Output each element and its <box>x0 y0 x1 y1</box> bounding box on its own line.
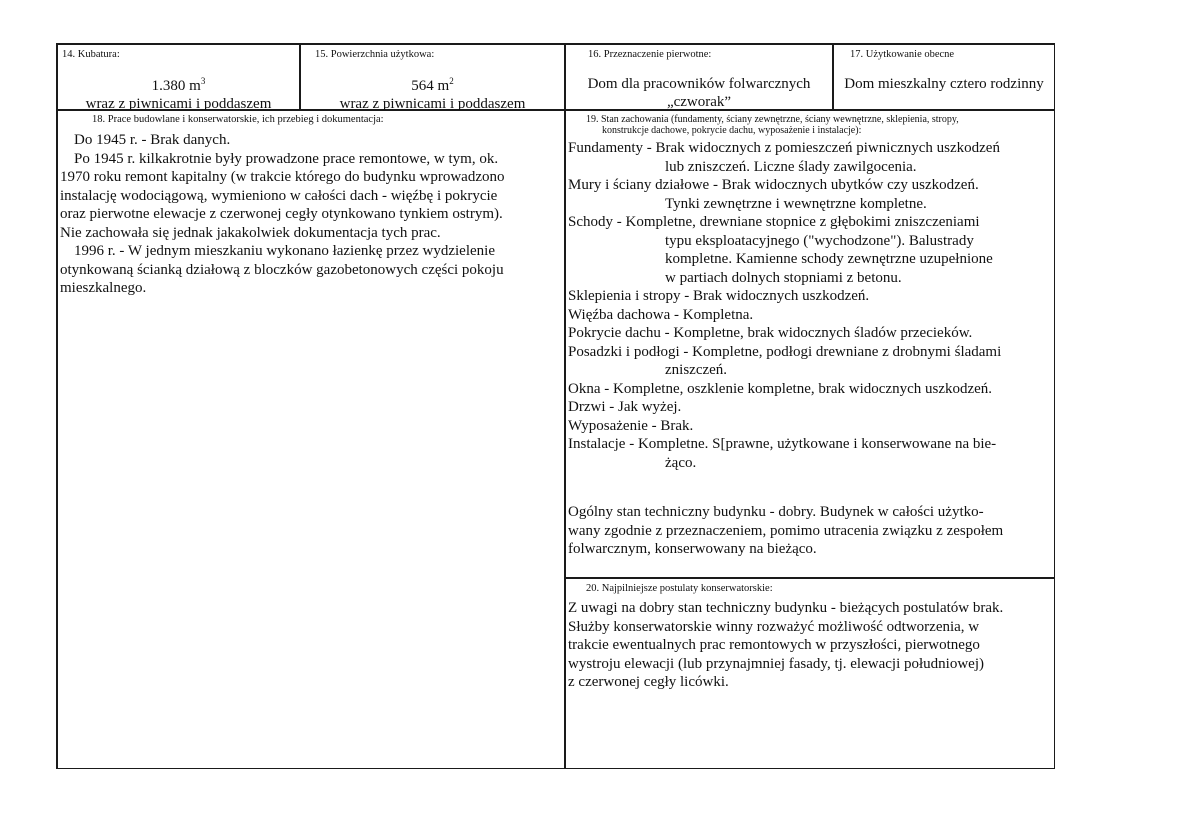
label-uzytkowanie: 17. Użytkowanie obecne <box>850 49 955 60</box>
prace-line: otynkowaną ścianką działową z bloczków gazobetonowych części pokoju <box>60 261 504 278</box>
postulaty-text <box>568 599 1052 692</box>
stan-line: Mury i ściany działowe - Brak widocznych ubytków czy uszkodzeń. <box>568 177 979 193</box>
stan-line: Instalacje - Kompletne. S[prawne, użytkowane i konserwowane na bie- <box>568 436 997 452</box>
prace-line: instalację wodociągową, wymieniono w całości dach - więźbę i pokrycie <box>60 187 498 204</box>
stan-line: Schody - Kompletne, drewniane stopnice z głębokimi zniszczeniami <box>568 214 980 230</box>
form-sheet <box>56 43 1055 769</box>
postulaty-line: Służby konserwatorskie winny rozważyć możliwość odtworzenia, w <box>568 618 980 635</box>
postulaty-line: z czerwonej cegły licówki. <box>568 674 729 690</box>
prace-line: Po 1945 r. kilkakrotnie były prowadzone prace remontowe, w tym, ok. <box>74 150 499 167</box>
prace-line: 1996 r. - W jednym mieszkaniu wykonano łazienkę przez wydzielenie <box>74 243 495 259</box>
summary-line: wany zgodnie z przeznaczeniem, pomimo utracenia związku z zespołem <box>568 522 1004 539</box>
cell-prace-budowlane <box>57 110 565 769</box>
prace-budowlane-text <box>60 131 560 298</box>
stan-line: Fundamenty - Brak widocznych z pomieszczeń piwnicznych uszkodzeń <box>568 140 1000 156</box>
powierzchnia-number: 564 m <box>411 78 450 94</box>
stan-line: lub zniszczeń. Liczne ślady zawilgocenia. <box>665 158 917 175</box>
label-stan-zachowania-1: 19. Stan zachowania (fundamenty, ściany zewnętrzne, ściany wewnętrzne, sklepienia, stropy, <box>586 114 959 125</box>
cell-uzytkowanie <box>833 44 1055 110</box>
stan-line: Tynki zewnętrzne i wewnętrzne kompletne. <box>665 195 927 212</box>
label-postulaty: 20. Najpilniejsze postulaty konserwatorskie: <box>586 583 773 594</box>
stan-line: kompletne. Kamienne schody zewnętrzne uzupełnione <box>665 251 993 267</box>
label-przeznaczenie: 16. Przeznaczenie pierwotne: <box>588 49 712 60</box>
stan-line: Więźba dachowa - Kompletna. <box>568 306 754 323</box>
cell-powierzchnia <box>300 44 565 110</box>
note-powierzchnia: wraz z piwnicami i poddaszem <box>339 96 526 112</box>
stan-line: Drzwi - Jak wyżej. <box>568 399 682 415</box>
stan-line: Sklepienia i stropy - Brak widocznych uszkodzeń. <box>568 288 870 304</box>
kubatura-number: 1.380 m <box>151 78 201 94</box>
powierzchnia-unit-sup: 2 <box>449 76 454 86</box>
value-kubatura <box>58 77 299 96</box>
stan-line: żąco. <box>665 454 697 471</box>
prace-line: mieszkalnego. <box>60 280 147 296</box>
cell-postulaty <box>565 578 1055 769</box>
cell-stan-zachowania <box>565 110 1055 578</box>
value-przeznaczenie-1: Dom dla pracowników folwarcznych <box>587 76 811 92</box>
value-przeznaczenie-2: „czworak” <box>666 94 732 110</box>
cell-kubatura <box>57 44 300 110</box>
label-kubatura: 14. Kubatura: <box>62 49 120 60</box>
label-stan-zachowania-2: konstrukcje dachowe, pokrycie dachu, wyposażenie i instalacje): <box>602 125 862 136</box>
value-uzytkowanie: Dom mieszkalny cztero rodzinny <box>844 76 1044 92</box>
stan-line: Wyposażenie - Brak. <box>568 417 694 434</box>
prace-line: Nie zachowała się jednak jakakolwiek dokumentacja tych prac. <box>60 224 441 241</box>
stan-line: Pokrycie dachu - Kompletne, brak widocznych śladów przecieków. <box>568 325 973 341</box>
summary-line: folwarcznym, konserwowany na bieżąco. <box>568 541 817 557</box>
stan-line: zniszczeń. <box>665 362 728 378</box>
summary-line: Ogólny stan techniczny budynku - dobry. Budynek w całości użytko- <box>568 504 984 520</box>
postulaty-line: wystroju elewacji (lub przynajmniej fasady, tj. elewacji południowej) <box>568 655 984 672</box>
stan-zachowania-text <box>568 139 1052 472</box>
stan-summary <box>568 503 1052 559</box>
note-kubatura: wraz z piwnicami i poddaszem <box>85 96 272 112</box>
stan-line: typu eksploatacyjnego ("wychodzone"). Balustrady <box>665 232 974 249</box>
label-prace-budowlane: 18. Prace budowlane i konserwatorskie, ich przebieg i dokumentacja: <box>92 114 384 125</box>
prace-line: oraz pierwotne elewacje z czerwonej cegły otynkowano tynkiem ostrym). <box>60 206 503 222</box>
stan-line: Okna - Kompletne, oszklenie kompletne, brak widocznych uszkodzeń. <box>568 380 993 397</box>
prace-line: Do 1945 r. - Brak danych. <box>74 132 231 148</box>
postulaty-line: Z uwagi na dobry stan techniczny budynku - bieżących postulatów brak. <box>568 600 1004 616</box>
postulaty-line: trakcie ewentualnych prac remontowych w przyszłości, pierwotnego <box>568 637 980 653</box>
stan-line: Posadzki i podłogi - Kompletne, podłogi drewniane z drobnymi śladami <box>568 343 1002 360</box>
kubatura-unit-sup: 3 <box>200 76 206 86</box>
label-powierzchnia: 15. Powierzchnia użytkowa: <box>315 49 435 60</box>
prace-line: 1970 roku remont kapitalny (w trakcie którego do budynku wprowadzono <box>60 169 505 185</box>
value-powierzchnia <box>301 77 564 96</box>
cell-przeznaczenie <box>565 44 833 110</box>
stan-line: w partiach dolnych stopniami z betonu. <box>665 269 902 286</box>
